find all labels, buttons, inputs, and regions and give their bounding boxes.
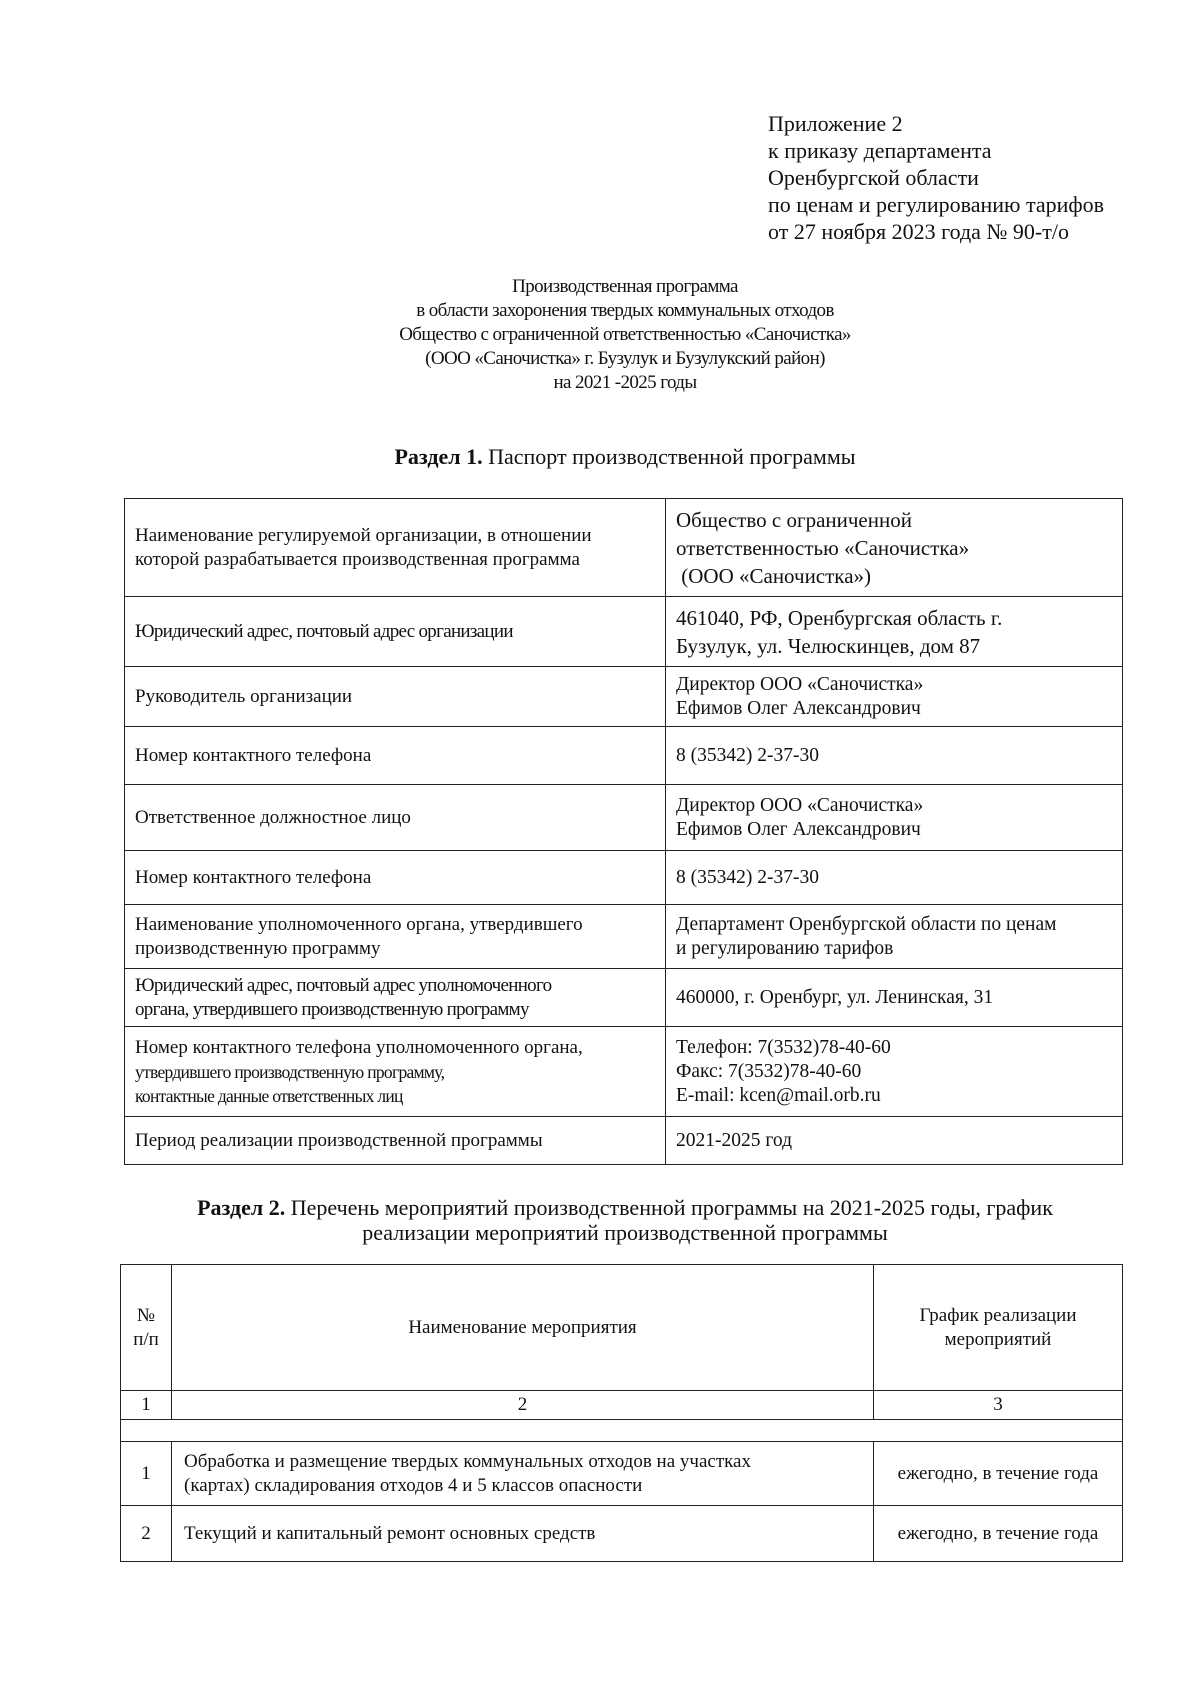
passport-label: Номер контактного телефона bbox=[125, 727, 666, 785]
value-line: Департамент Оренбургской области по ценам bbox=[676, 913, 1057, 935]
value-line: 8 (35342) 2-37-30 bbox=[676, 744, 819, 766]
passport-label: Наименование регулируемой организации, в отношении которой разрабатывается производственная программа bbox=[125, 499, 666, 597]
section2-title-line: реализации мероприятий производственной программы bbox=[362, 1220, 888, 1245]
table-row bbox=[125, 727, 1123, 785]
annex-line: Оренбургской области bbox=[768, 165, 979, 190]
header-text: График реализации bbox=[919, 1304, 1077, 1326]
event-name-line: (картах) складирования отходов 4 и 5 классов опасности bbox=[184, 1474, 643, 1496]
header-text: № bbox=[136, 1304, 156, 1326]
event-schedule: ежегодно, в течение года bbox=[874, 1442, 1123, 1506]
passport-label: Период реализации производственной программы bbox=[125, 1117, 666, 1165]
label-line: Юридический адрес, почтовый адрес уполномоченного bbox=[135, 974, 552, 996]
event-schedule: ежегодно, в течение года bbox=[874, 1506, 1123, 1562]
event-num: 2 bbox=[121, 1506, 172, 1562]
table-row bbox=[121, 1442, 1123, 1506]
program-title-line: Общество с ограниченной ответственностью «Саночистка» bbox=[399, 324, 851, 345]
program-title bbox=[250, 275, 1000, 395]
table-row bbox=[125, 905, 1123, 969]
passport-value bbox=[666, 969, 1123, 1027]
passport-value bbox=[666, 905, 1123, 969]
column-number-row bbox=[121, 1391, 1123, 1420]
header-num bbox=[121, 1265, 172, 1391]
table-row bbox=[125, 597, 1123, 667]
column-number: 2 bbox=[172, 1391, 874, 1420]
header-text: мероприятий bbox=[944, 1328, 1052, 1350]
annex-line: по ценам и регулированию тарифов bbox=[768, 192, 1105, 217]
value-line: ответственностью «Саночистка» bbox=[676, 535, 970, 560]
passport-value bbox=[666, 1117, 1123, 1165]
passport-label: Руководитель организации bbox=[125, 667, 666, 727]
value-line: Директор ООО «Саночистка» bbox=[676, 673, 924, 695]
value-line: Общество с ограниченной bbox=[676, 507, 912, 532]
program-title-line: в области захоронения твердых коммунальных отходов bbox=[416, 300, 834, 321]
passport-value bbox=[666, 727, 1123, 785]
header-text: п/п bbox=[133, 1328, 159, 1350]
section2-heading bbox=[120, 1195, 1130, 1245]
value-line: и регулированию тарифов bbox=[676, 937, 894, 959]
program-title-line: на 2021 -2025 годы bbox=[553, 372, 697, 393]
value-line: Бузулук, ул. Челюскинцев, дом 87 bbox=[676, 633, 981, 658]
passport-label: Ответственное должностное лицо bbox=[125, 785, 666, 851]
value-line: 2021-2025 год bbox=[676, 1129, 792, 1151]
program-title-line: (ООО «Саночистка» г. Бузулук и Бузулукский район) bbox=[425, 348, 825, 369]
passport-label bbox=[125, 969, 666, 1027]
value-line: Факс: 7(3532)78-40-60 bbox=[676, 1060, 862, 1082]
value-line: Директор ООО «Саночистка» bbox=[676, 794, 924, 816]
passport-value bbox=[666, 785, 1123, 851]
value-line: E-mail: kcen@mail.orb.ru bbox=[676, 1084, 881, 1106]
value-line: Телефон: 7(3532)78-40-60 bbox=[676, 1036, 891, 1058]
annex-line: от 27 ноября 2023 года № 90-т/о bbox=[768, 219, 1069, 244]
value-line: Ефимов Олег Александрович bbox=[676, 818, 921, 840]
annex-line: Приложение 2 bbox=[768, 111, 903, 136]
table-row bbox=[125, 499, 1123, 597]
label-line: Номер контактного телефона уполномоченного органа, bbox=[135, 1036, 583, 1058]
passport-value bbox=[666, 667, 1123, 727]
header-name: Наименование мероприятия bbox=[172, 1265, 874, 1391]
label-line: контактные данные ответственных лиц bbox=[135, 1085, 403, 1106]
section1-title: Паспорт производственной программы bbox=[488, 444, 856, 469]
event-num: 1 bbox=[121, 1442, 172, 1506]
header-schedule bbox=[874, 1265, 1123, 1391]
spacer-row bbox=[121, 1420, 1123, 1442]
passport-table bbox=[124, 498, 1123, 1165]
section1-label: Раздел 1. bbox=[394, 444, 483, 469]
passport-label: Номер контактного телефона bbox=[125, 851, 666, 905]
event-name-line: Текущий и капитальный ремонт основных средств bbox=[184, 1522, 596, 1544]
table-header-row bbox=[121, 1265, 1123, 1391]
label-line: утвердившего производственную программу, bbox=[135, 1061, 445, 1082]
section2-title-line: Перечень мероприятий производственной программы на 2021-2025 годы, график bbox=[290, 1195, 1053, 1220]
event-name-line: Обработка и размещение твердых коммунальных отходов на участках bbox=[184, 1450, 751, 1472]
table-row bbox=[125, 851, 1123, 905]
events-table bbox=[120, 1264, 1123, 1562]
column-number: 1 bbox=[121, 1391, 172, 1420]
table-row bbox=[125, 785, 1123, 851]
annex-block bbox=[768, 110, 1188, 245]
value-line: (ООО «Саночистка») bbox=[676, 563, 872, 588]
passport-value bbox=[666, 597, 1123, 667]
value-line: 461040, РФ, Оренбургская область г. bbox=[676, 605, 1003, 630]
program-title-line: Производственная программа bbox=[512, 276, 738, 297]
section1-heading bbox=[120, 444, 1130, 469]
spacer-cell bbox=[121, 1420, 1123, 1442]
event-name bbox=[172, 1506, 874, 1562]
table-row bbox=[125, 969, 1123, 1027]
annex-line: к приказу департамента bbox=[768, 138, 992, 163]
section2-label: Раздел 2. bbox=[197, 1195, 286, 1220]
value-line: Ефимов Олег Александрович bbox=[676, 697, 921, 719]
table-row bbox=[125, 1027, 1123, 1117]
table-row bbox=[121, 1506, 1123, 1562]
passport-label bbox=[125, 1027, 666, 1117]
value-line: 460000, г. Оренбург, ул. Ленинская, 31 bbox=[676, 986, 994, 1008]
table-row bbox=[125, 667, 1123, 727]
passport-value bbox=[666, 851, 1123, 905]
passport-value bbox=[666, 1027, 1123, 1117]
passport-value bbox=[666, 499, 1123, 597]
label-line: органа, утвердившего производственную программу bbox=[135, 998, 529, 1020]
event-name bbox=[172, 1442, 874, 1506]
value-line: 8 (35342) 2-37-30 bbox=[676, 866, 819, 888]
column-number: 3 bbox=[874, 1391, 1123, 1420]
passport-label: Юридический адрес, почтовый адрес организации bbox=[125, 597, 666, 667]
passport-label: Наименование уполномоченного органа, утвердившего производственную программу bbox=[125, 905, 666, 969]
table-row bbox=[125, 1117, 1123, 1165]
